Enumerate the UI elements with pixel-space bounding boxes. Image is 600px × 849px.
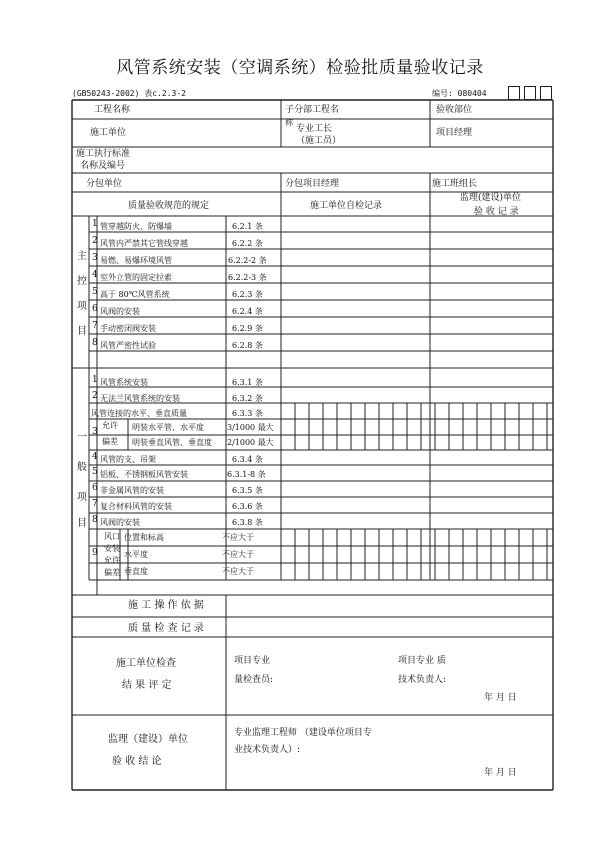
general-group-char: 项	[77, 492, 87, 503]
main-item-no: 3	[92, 253, 98, 263]
air-outlet-sub-value: 不应大于	[222, 567, 254, 576]
air-outlet-label: 偏差	[104, 568, 120, 577]
air-outlet-label: 安装	[104, 544, 120, 553]
general-item-name: 无法兰风管系统的安装	[100, 394, 180, 403]
general-item-no: 3	[92, 427, 98, 437]
quality-inspector-label: 量检查员:	[234, 675, 274, 685]
subcontract-pm-label: 分包项目经理	[285, 179, 340, 189]
main-item-name: 风管严密性试验	[100, 341, 156, 350]
general-item-name: 风管连接的水平、垂直质量	[91, 409, 187, 418]
general-group-char: 般	[77, 462, 87, 473]
main-item-no: 7	[92, 321, 98, 331]
air-outlet-label: 风口	[104, 532, 120, 541]
project-manager-label: 项目经理	[436, 128, 473, 138]
foreman-label-1: 专业工长	[296, 124, 333, 134]
tolerance-sub-value: 3/1000 最大	[227, 423, 274, 432]
general-item-name: 风阀的安装	[100, 518, 140, 527]
team-leader-label: 施工班组长	[432, 179, 478, 189]
main-item-no: 2	[92, 236, 98, 246]
air-outlet-sub-value: 不应大于	[222, 533, 254, 542]
main-item-no: 4	[92, 270, 98, 280]
project-pro-quality-label: 项目专业 质	[398, 656, 446, 666]
foreman-label-2: （施工员）	[296, 136, 342, 146]
tolerance-label-a: 允许	[102, 421, 118, 430]
main-item-clause: 6.2.2 条	[232, 239, 263, 248]
main-item-clause: 6.2.4 条	[232, 307, 263, 316]
general-item-name: 复合材料风管的安装	[100, 502, 172, 511]
general-item-no: 4	[92, 452, 98, 462]
general-item-clause: 6.3.8 条	[232, 518, 263, 527]
main-item-no: 5	[92, 287, 98, 297]
general-item-clause: 6.3.4 条	[232, 455, 263, 464]
project-name-label: 工程名称	[94, 105, 131, 115]
general-item-name: 非金属风管的安装	[100, 486, 164, 495]
main-item-clause: 6.2.8 条	[232, 341, 263, 350]
self-check-column-heading: 施工单位自检记录	[310, 201, 383, 211]
supervision-date-label: 年 月 日	[484, 768, 517, 778]
tolerance-sub-name: 明装垂直风管、垂直度	[132, 438, 212, 447]
sub-project-label: 子分部工程名	[285, 105, 340, 115]
project-pro-label: 项目专业	[234, 656, 271, 666]
general-item-no: 8	[92, 515, 98, 525]
general-item-no: 6	[92, 483, 98, 493]
supervision-column-heading-1: 监理(建设)单位	[460, 193, 522, 203]
page-title: 风管系统安装（空调系统）检验批质量验收记录	[116, 58, 484, 78]
main-item-no: 1	[92, 219, 98, 229]
tolerance-sub-value: 2/1000 最大	[227, 438, 274, 447]
general-group-char: 一	[77, 432, 87, 443]
supervision-column-heading-2: 验 收 记 录	[474, 207, 519, 217]
tolerance-label-b: 偏差	[102, 437, 118, 446]
general-item-no: 9	[92, 548, 98, 558]
main-group-char: 主	[77, 251, 87, 262]
main-item-clause: 6.2.2-3 条	[228, 273, 267, 282]
air-outlet-sub-value: 不应大于	[222, 550, 254, 559]
general-item-no: 1	[92, 375, 98, 385]
main-item-name: 易燃、易爆环境风管	[100, 256, 172, 265]
supervising-engineer-label-2: 业技术负责人）:	[234, 745, 301, 755]
main-item-name: 风管内严禁其它管线穿越	[100, 239, 188, 248]
general-item-clause: 6.3.1-8 条	[227, 470, 266, 479]
tech-lead-label: 技术负责人:	[398, 675, 447, 685]
main-item-name: 手动密闭阀安装	[100, 324, 156, 333]
main-item-no: 6	[92, 304, 98, 314]
general-item-no: 5	[92, 467, 98, 477]
record-number: 编号: 080404	[432, 89, 487, 98]
operation-basis-label: 施 工 操 作 依 据	[128, 600, 204, 611]
air-outlet-sub-name: 水平度	[124, 550, 148, 559]
general-item-clause: 6.3.5 条	[232, 486, 263, 495]
general-item-clause: 6.3.2 条	[232, 394, 263, 403]
main-group-char: 控	[77, 276, 87, 287]
general-item-name: 铝板、不锈钢板风管安装	[100, 470, 188, 479]
construction-unit-label: 施工单位	[90, 128, 127, 138]
tolerance-sub-name: 明装水平管、水平度	[132, 423, 204, 432]
general-item-no: 2	[92, 391, 98, 401]
air-outlet-sub-name: 垂直度	[124, 567, 148, 576]
supervision-result-label-1: 监理（建设）单位	[108, 734, 188, 745]
general-item-no: 7	[92, 499, 98, 509]
construction-result-label-1: 施工单位检查	[116, 658, 176, 669]
supervision-result-label-2: 验 收 结 论	[112, 756, 162, 767]
general-item-clause: 6.3.3 条	[232, 409, 263, 418]
main-group-char: 项	[77, 301, 87, 312]
air-outlet-label: 允许	[104, 556, 120, 565]
air-outlet-sub-name: 位置和标高	[124, 533, 164, 542]
main-group-char: 目	[77, 326, 87, 337]
standard-label-2: 名称及编号	[80, 161, 126, 171]
spec-column-heading: 质量验收规范的规定	[128, 201, 210, 211]
main-item-name: 管穿越防火、防爆墙	[100, 222, 172, 231]
subcontract-unit-label: 分包单位	[86, 179, 123, 189]
main-item-clause: 6.2.3 条	[232, 290, 263, 299]
main-item-name: 室外立管的固定拉索	[100, 273, 172, 282]
quality-record-label: 质 量 检 查 记 录	[128, 623, 204, 634]
standard-label-1: 施工执行标准	[76, 149, 131, 159]
general-item-clause: 6.3.6 条	[232, 502, 263, 511]
main-item-name: 高于 80℃风管系统	[100, 290, 170, 299]
acceptance-part-label: 验收部位	[436, 105, 473, 115]
main-item-clause: 6.2.9 条	[232, 324, 263, 333]
general-item-clause: 6.3.1 条	[232, 378, 263, 387]
general-item-name: 风管系统安装	[100, 378, 148, 387]
sub-project-label-tail: 称	[285, 118, 293, 127]
main-item-clause: 6.2.1 条	[232, 222, 263, 231]
standard-ref: (GB50243-2002) 表c.2.3-2	[72, 89, 186, 98]
supervising-engineer-label-1: 专业监理工程师 （建设单位项目专	[234, 728, 372, 738]
construction-result-label-2: 结 果 评 定	[122, 680, 172, 691]
main-item-name: 风阀的安装	[100, 307, 140, 316]
construction-date-label: 年 月 日	[484, 693, 517, 703]
main-item-clause: 6.2.2-2 条	[228, 256, 267, 265]
general-item-name: 风管的支、吊架	[100, 455, 156, 464]
general-group-char: 目	[77, 518, 87, 529]
main-item-no: 8	[92, 338, 98, 348]
